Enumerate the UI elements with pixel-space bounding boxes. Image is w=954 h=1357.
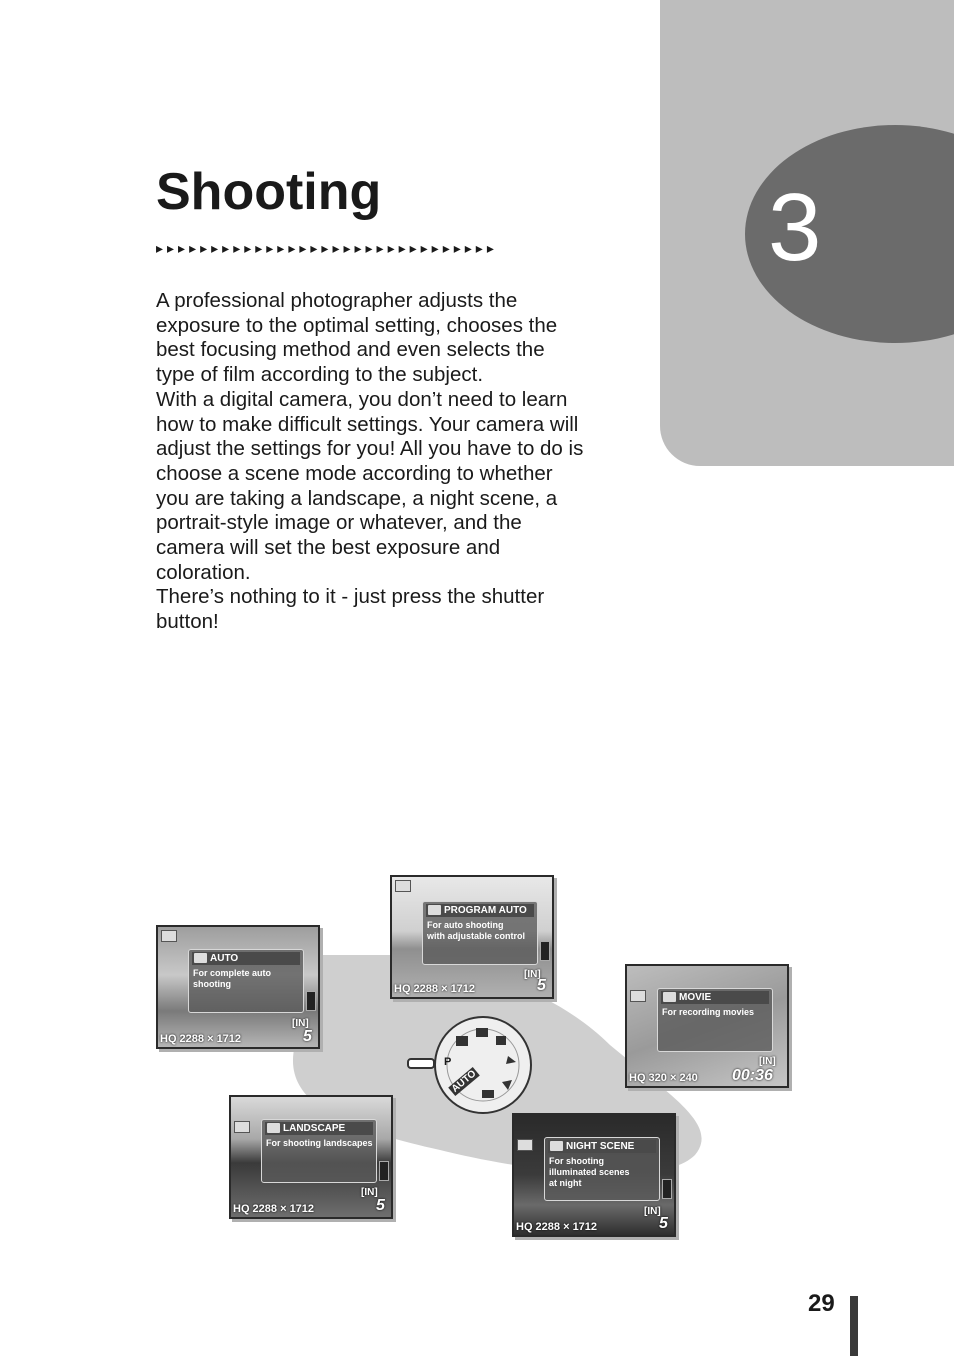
night-desc-2: illuminated scenes <box>549 1167 630 1177</box>
dial-auto-label: AUTO <box>449 1068 479 1095</box>
landscape-status: HQ 2288 × 1712 <box>233 1203 315 1215</box>
night-desc-1: For shooting <box>549 1156 604 1166</box>
movie-mode-label: MOVIE <box>679 992 712 1003</box>
auto-desc-2: shooting <box>193 979 231 989</box>
landscape-scrollbar <box>379 1161 389 1181</box>
dial-program-label: P <box>444 1056 452 1068</box>
night-status: HQ 2288 × 1712 <box>516 1221 598 1233</box>
portrait-dial-icon <box>496 1036 506 1045</box>
auto-mode-label: AUTO <box>210 953 239 964</box>
screen-landscape <box>229 1095 393 1219</box>
program-mode-label: PROGRAM AUTO <box>444 905 527 916</box>
program-desc-2: with adjustable control <box>427 931 526 941</box>
auto-status: HQ 2288 × 1712 <box>160 1033 242 1045</box>
mode-dial <box>434 1016 532 1114</box>
intro-text <box>156 289 586 635</box>
sports-dial-icon <box>506 1056 516 1064</box>
landscape-mode-label: LANDSCAPE <box>283 1123 346 1134</box>
screen-night <box>512 1113 676 1237</box>
screen-movie <box>625 964 789 1088</box>
landscape-desc-1: For shooting landscapes <box>266 1138 373 1148</box>
auto-memory: [IN] <box>292 1018 309 1029</box>
mountain-icon <box>267 1123 280 1133</box>
dial-pointer <box>407 1058 435 1069</box>
auto-info-panel <box>188 949 304 1013</box>
auto-mode-icon <box>161 930 177 942</box>
intro-paragraph-2: With a digital camera, you don’t need to learn how to make difficult settings. Your camera will adjust the settings for you! All you have to do is choose a scene mode according to whether you are taking a landscape, a night scene, a portrait-style image or whatever, and the camera will set the best exposure and coloration. <box>156 387 584 584</box>
auto-count: 5 <box>303 1028 312 1045</box>
movie-dial-icon <box>476 1028 488 1037</box>
landscape-mode-icon <box>234 1121 250 1133</box>
night-count: 5 <box>659 1215 668 1232</box>
program-scrollbar <box>540 941 550 961</box>
movie-memory: [IN] <box>759 1056 776 1067</box>
night-memory: [IN] <box>644 1206 661 1217</box>
night-scrollbar <box>662 1179 672 1199</box>
auto-icon <box>194 953 207 963</box>
page-title: Shooting <box>156 163 382 221</box>
auto-desc-1: For complete auto <box>193 968 272 978</box>
night-mode-label: NIGHT SCENE <box>566 1141 635 1152</box>
page-edge-bar <box>850 1296 858 1356</box>
night-info-panel <box>544 1137 660 1201</box>
night-mode-icon <box>517 1139 533 1151</box>
program-desc-1: For auto shooting <box>427 920 504 930</box>
program-status: HQ 2288 × 1712 <box>394 983 476 995</box>
movie-desc-1: For recording movies <box>662 1007 755 1017</box>
scene-dial-icon <box>456 1036 468 1046</box>
program-count: 5 <box>537 977 546 994</box>
program-mode-icon <box>395 880 411 892</box>
program-memory: [IN] <box>524 969 541 980</box>
intro-paragraph-1: A professional photographer adjusts the exposure to the optimal setting, chooses the best focusing method and even selects the type of film according to the subject. <box>156 289 558 387</box>
program-icon <box>428 905 441 915</box>
movie-mode-icon <box>630 990 646 1002</box>
arrow-divider: ▸▸▸▸▸▸▸▸▸▸▸▸▸▸▸▸▸▸▸▸▸▸▸▸▸▸▸▸▸▸▸ <box>156 240 498 256</box>
movie-count: 00:36 <box>732 1067 773 1084</box>
screen-auto <box>156 925 320 1049</box>
night-scene-icon <box>550 1141 563 1151</box>
landscape-memory: [IN] <box>361 1187 378 1198</box>
movie-icon <box>663 992 676 1002</box>
intro-paragraph-3: There’s nothing to it - just press the shutter button! <box>156 585 545 634</box>
movie-status: HQ 320 × 240 <box>629 1072 698 1084</box>
landscape-info-panel <box>261 1119 377 1183</box>
page-number: 29 <box>808 1290 835 1317</box>
movie-info-panel <box>657 988 773 1052</box>
landscape-count: 5 <box>376 1197 385 1214</box>
night-dial-icon <box>482 1090 494 1098</box>
night-desc-3: at night <box>549 1178 582 1188</box>
chapter-number: 3 <box>768 174 822 281</box>
screen-program <box>390 875 554 999</box>
program-info-panel <box>422 901 538 965</box>
auto-scrollbar <box>306 991 316 1011</box>
